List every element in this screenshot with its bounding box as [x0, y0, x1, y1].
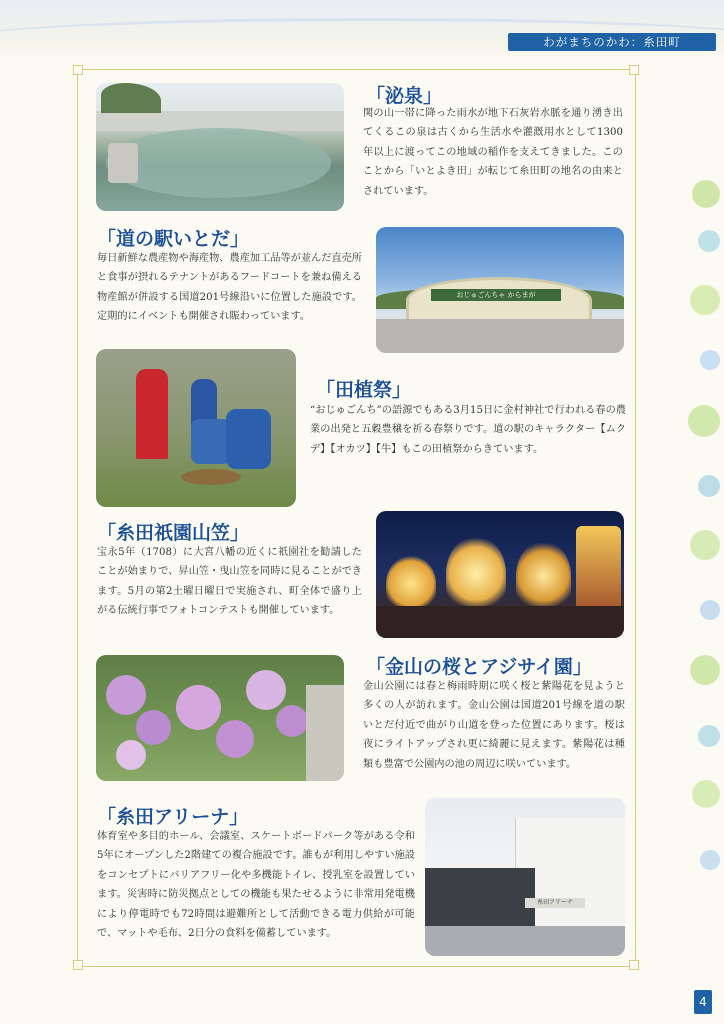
spring-photo: [96, 83, 344, 211]
frame-corner: [629, 65, 639, 75]
gion-yamakasa-photo: [376, 511, 624, 638]
section-body: 毎日新鮮な農産物や海産物、農産加工品等が並んだ直売所と食事が摂れるテナントがあるフードコートを兼ね備える物産館が併設する国道201号線沿いに位置した施設です。定期的にイベントも開催され賑わっています。: [97, 253, 362, 323]
michinoeki-sign: おじゅごんちゃ からまが: [431, 289, 561, 301]
arena-sign: 糸田アリーナ: [525, 898, 585, 908]
side-dots-decoration: [684, 150, 724, 970]
section-body: 関の山一帯に降った雨水が地下石灰岩水脈を通り湧き出てくるこの泉は古くから生活水や灌漑用水として1300年以上に渡ってこの地域の稲作を支えてきました。このことから「いとよき田」が転じて糸田町の地名の由来とされています。: [363, 108, 623, 197]
section-body: 体育室や多目的ホール、会議室、スケートボードパーク等がある令和5年にオープンした2階建ての複合施設です。誰もが利用しやすい施設をコンセプトにバリアフリー化や多機能トイレ、授乳室を設置しています。災害時に防災拠点としての機能も果たせるように非常用発電機により停電時でも72時間は避難所として活動できる電力供給が可能で、マットや毛布、2日分の食料を備蓄しています。: [97, 831, 415, 940]
section-title: 「糸田アリーナ」: [97, 806, 249, 828]
section-body: 金山公園には春と梅雨時期に咲く桜と紫陽花を見ようと多くの人が訪れます。金山公園は国道201号線を道の駅いとだ付近で曲がり山道を登った位置にあります。桜は夜にライトアップされ更に綺麗に見えます。紫陽花は種類も豊富で公園内の池の周辺に咲いています。: [363, 681, 625, 770]
section-title: 「泌泉」: [366, 85, 443, 107]
section-body: “おじゅごんち”の語源でもある3月15日に金村神社で行われる春の農業の出発と五穀豊穣を祈る春祭りです。道の駅のキャラクター【ムクデ】【オカツ】【牛】もこの田植祭からきています。: [310, 405, 626, 455]
taue-festival-photo: [96, 349, 296, 507]
frame-corner: [73, 960, 83, 970]
michinoeki-photo: [376, 227, 624, 353]
section-title: 「田植祭」: [316, 379, 412, 401]
page-number: 4: [694, 990, 712, 1014]
header-tag: わがまちのかわ：糸田町: [508, 33, 716, 51]
hydrangea-photo: [96, 655, 344, 781]
frame-corner: [73, 65, 83, 75]
section-title: 「金山の桜とアジサイ園」: [366, 656, 592, 678]
frame-corner: [629, 960, 639, 970]
arena-photo: [425, 798, 625, 956]
section-title: 「糸田祇園山笠」: [97, 522, 250, 544]
section-body: 宝永5年（1708）に大宮八幡の近くに祇園社を勧請したことが始まりで、昇山笠・曳山笠を同時に見ることができます。5月の第2土曜日曜日で実施され、町全体で盛り上がる伝統行事でフォトコンテストも開催しています。: [97, 547, 362, 617]
section-title: 「道の駅いとだ」: [97, 228, 250, 250]
top-wave-decoration: [0, 0, 724, 60]
